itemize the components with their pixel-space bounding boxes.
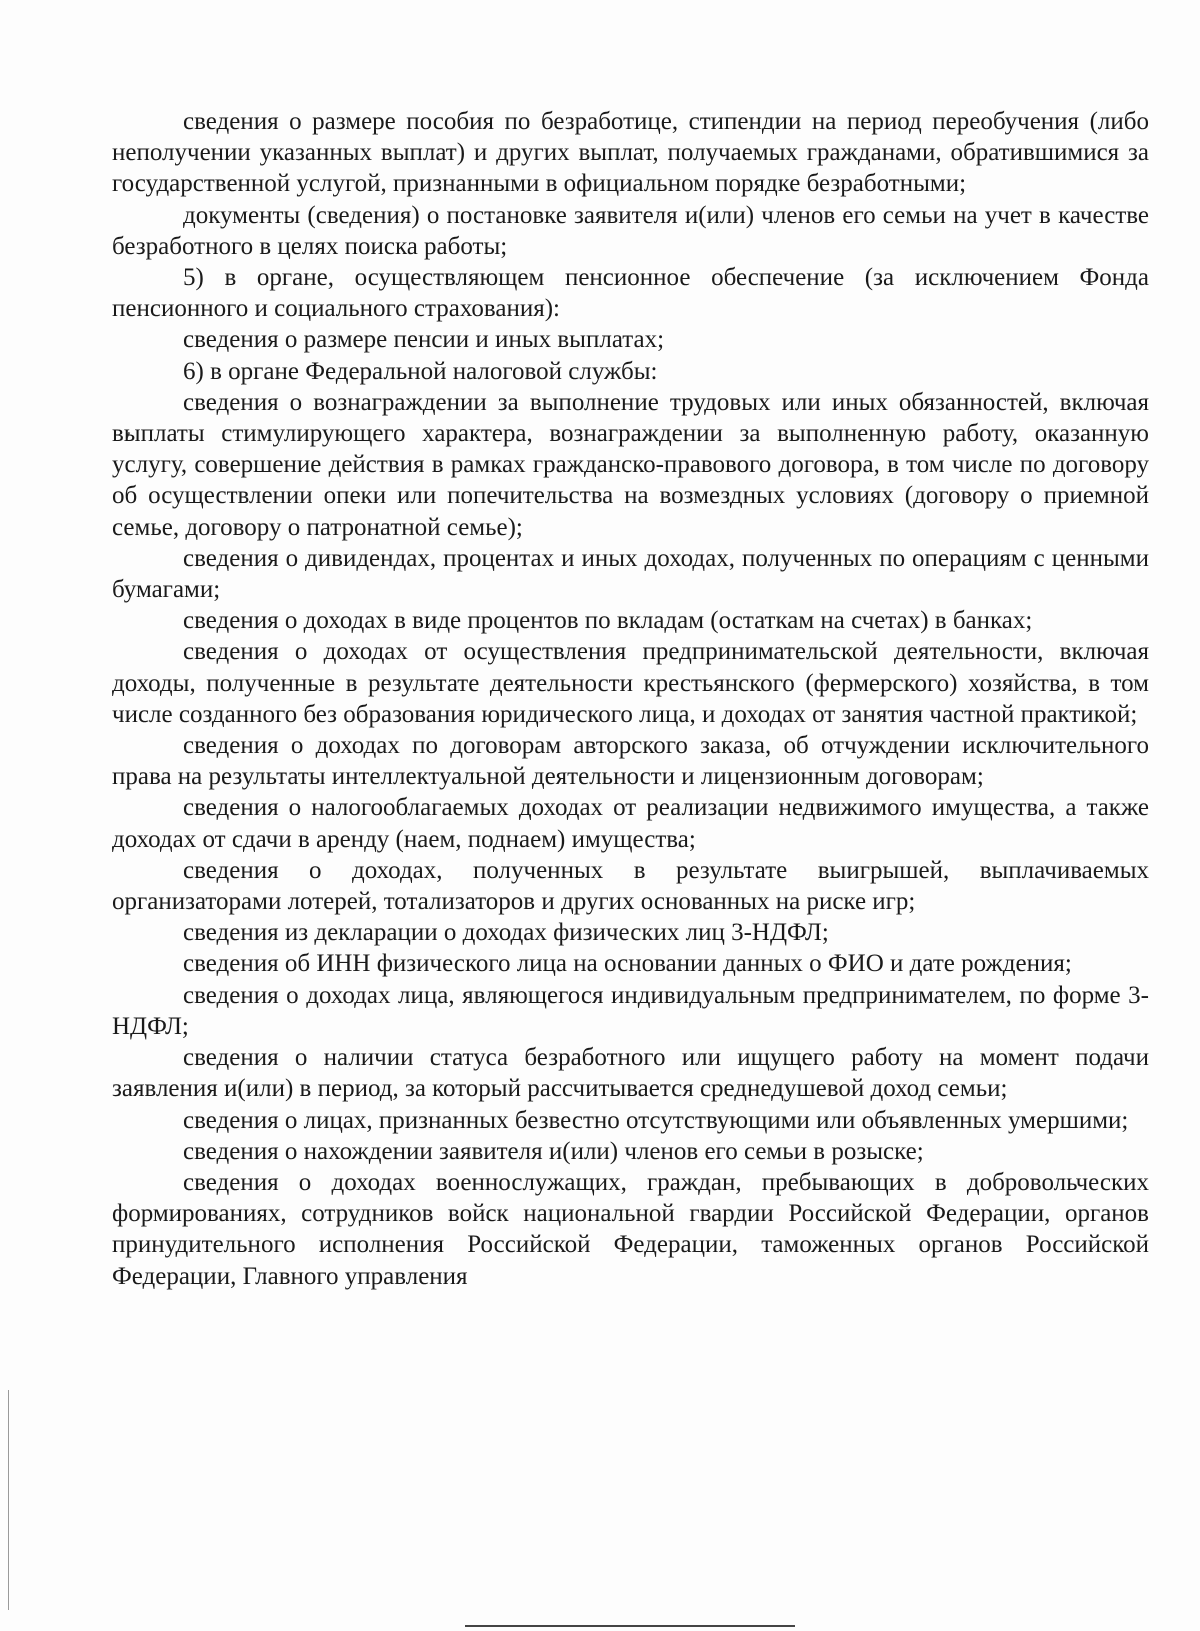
paragraph-remuneration: сведения о вознаграждении за выполнение трудовых или иных обязанностей, включая выплаты стимулирующего характера, вознаграждении за выполненную работу, оказанную услугу, совершение действия в рамках гражданско-правового договора, в том числе по договору об осуществлении опеки или попечительства на возмездных условиях (договору о приемной семье, договору о патронатной семье); bbox=[112, 388, 1149, 541]
paragraph-unemployment-benefit: сведения о размере пособия по безработице, стипендии на период переобучения (либо неполучении указанных выплат) и других выплат, получаемых гражданами, обратившимися за государственной услугой, признанными в официальном порядке безработными; bbox=[112, 108, 1149, 198]
paragraph-dividends: сведения о дивидендах, процентах и иных доходах, полученных по операциям с ценными бумагами; bbox=[112, 544, 1149, 604]
scan-bottom-line bbox=[465, 1625, 795, 1627]
paragraph-missing-persons: сведения о лицах, признанных безвестно отсутствующими или объявленных умершими; bbox=[183, 1106, 1129, 1134]
paragraph-unemployed-status: сведения о наличии статуса безработного или ищущего работу на момент подачи заявления и(или) в период, за который рассчитывается среднедушевой доход семьи; bbox=[112, 1044, 1149, 1103]
paragraph-real-estate-income: сведения о налогооблагаемых доходах от реализации недвижимого имущества, а также доходах от сдачи в аренду (наем, поднаем) имущества; bbox=[112, 794, 1149, 853]
document-text bbox=[112, 106, 1149, 1292]
paragraph-author-contracts: сведения о доходах по договорам авторского заказа, об отчуждении исключительного права на результаты интеллектуальной деятельности и лицензионным договорам; bbox=[112, 732, 1149, 791]
paragraph-3ndfl-declaration: сведения из декларации о доходах физических лиц 3-НДФЛ; bbox=[183, 919, 829, 947]
paragraph-pension-amount: сведения о размере пенсии и иных выплатах; bbox=[183, 326, 665, 354]
paragraph-item-5-pension-body: 5) в органе, осуществляющем пенсионное обеспечение (за исключением Фонда пенсионного и социального страхования): bbox=[112, 264, 1149, 323]
paragraph-inn-lookup: сведения об ИНН физического лица на основании данных о ФИО и дате рождения; bbox=[183, 950, 1072, 978]
paragraph-deposit-interest: сведения о доходах в виде процентов по вкладам (остаткам на счетах) в банках; bbox=[183, 607, 1033, 635]
paragraph-entrepreneur-3ndfl: сведения о доходах лица, являющегося индивидуальным предпринимателем, по форме 3-НДФЛ; bbox=[112, 981, 1149, 1040]
paragraph-military-income: сведения о доходах военнослужащих, граждан, пребывающих в добровольческих формированиях, сотрудников войск национальной гвардии Российской Федерации, органов принудительного исполнения Российской Федерации, таможенных органов Российской Федерации, Главного управления bbox=[112, 1168, 1149, 1290]
paragraph-lottery-winnings: сведения о доходах, полученных в результате выигрышей, выплачиваемых организаторами лотерей, тотализаторов и других основанных на риске игр; bbox=[112, 856, 1149, 916]
paragraph-wanted-status: сведения о нахождении заявителя и(или) членов его семьи в розыске; bbox=[183, 1137, 924, 1165]
paragraph-entrepreneurial-income: сведения о доходах от осуществления предпринимательской деятельности, включая доходы, полученные в результате деятельности крестьянского (фермерского) хозяйства, в том числе созданного без образования юридического лица, и доходах от занятия частной практикой; bbox=[112, 638, 1149, 728]
paragraph-item-6-tax-service: 6) в органе Федеральной налоговой службы: bbox=[183, 357, 658, 385]
paragraph-unemployment-registration: документы (сведения) о постановке заявителя и(или) членов его семьи на учет в качестве безработного в целях поиска работы; bbox=[112, 201, 1149, 260]
scan-edge-line bbox=[8, 1390, 9, 1610]
